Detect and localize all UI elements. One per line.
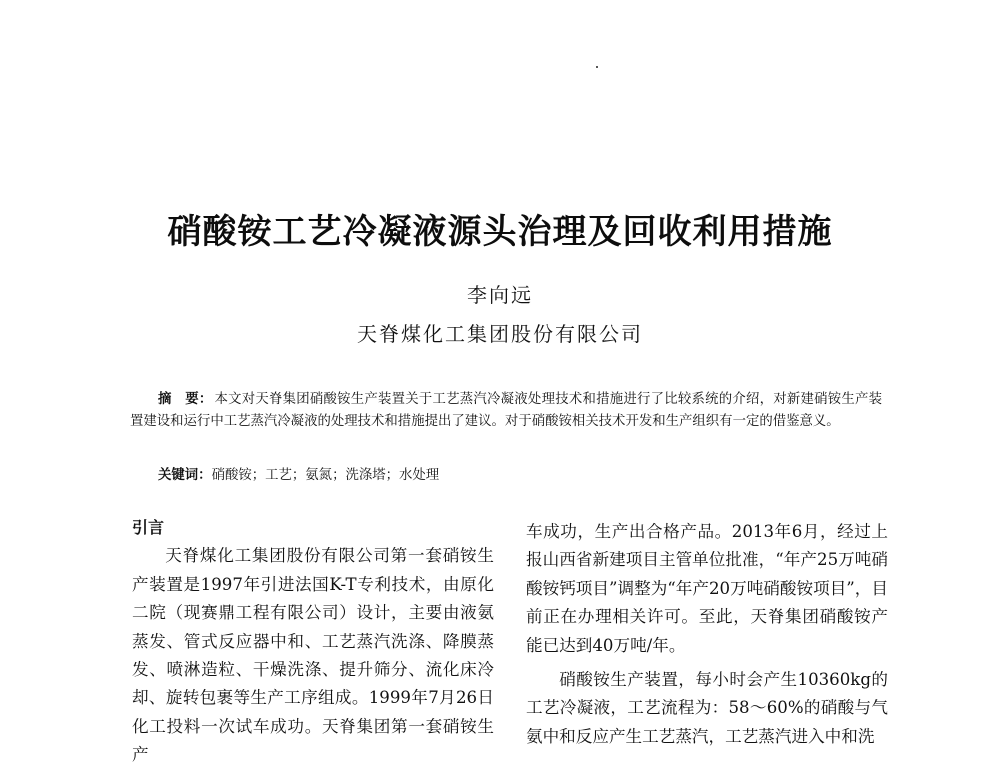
section-heading-intro: 引言 [132, 518, 165, 537]
paper-affiliation: 天脊煤化工集团股份有限公司 [357, 322, 643, 346]
body-paragraph: 硝酸铵生产装置，每小时会产生10360kg的工艺冷凝液，工艺流程为：58～60%的硝酸与气氨中和反应产生工艺蒸汽，工艺蒸汽进入中和洗 [526, 670, 888, 746]
keywords-text: 硝酸铵；工艺；氨氮；洗涤塔；水处理 [211, 468, 440, 483]
keywords [158, 464, 439, 487]
scan-speck [596, 66, 598, 68]
keywords-label: 关键词： [158, 467, 212, 483]
paper-title: 硝酸铵工艺冷凝液源头治理及回收利用措施 [167, 212, 833, 252]
body-paragraph: 车成功，生产出合格产品。2013年6月，经过上报山西省新建项目主管单位批准，“年产25万吨硝酸铵钙项目”调整为“年产20万吨硝酸铵项目”，目前正在办理相关许可。至此，天脊集团硝酸铵产能已达到40万吨/年。 [526, 522, 888, 655]
paper-author: 李向远 [467, 283, 533, 307]
body-column-right [526, 518, 888, 751]
abstract-text: 本文对天脊集团硝酸铵生产装置关于工艺蒸汽冷凝液处理技术和措施进行了比较系统的介绍，对新建硝铵生产装置建设和运行中工艺蒸汽冷凝液的处理技术和措施提出了建议。对于硝酸铵相关技术开发和生产组织有一定的借鉴意义。 [130, 392, 883, 429]
abstract [130, 388, 882, 433]
abstract-label: 摘 要： [158, 391, 213, 407]
body-paragraph: 天脊煤化工集团股份有限公司第一套硝铵生产装置是1997年引进法国K-T专利技术，由原化二院（现赛鼎工程有限公司）设计，主要由液氨蒸发、管式反应器中和、工艺蒸汽洗涤、降膜蒸发、喷淋造粒、干燥洗涤、提升筛分、流化床冷却、旋转包裹等生产工序组成。1999年7月26日化工投料一次试车成功。天脊集团第一套硝铵生产 [132, 546, 494, 765]
body-column-left [132, 514, 494, 770]
